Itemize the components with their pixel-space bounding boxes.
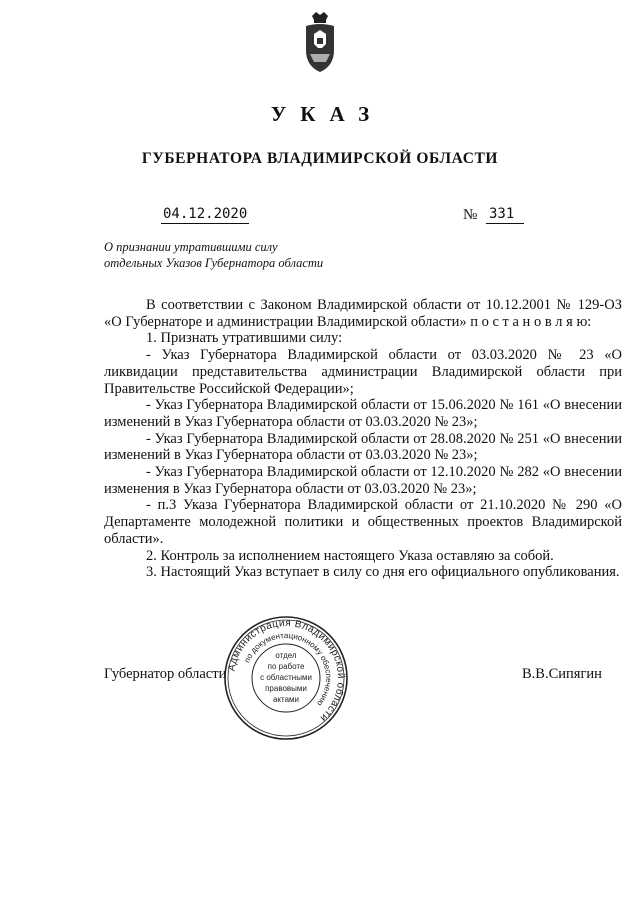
stamp-center-line: по работе — [267, 662, 305, 671]
stamp-center-line: правовыми — [265, 684, 307, 693]
document-body — [104, 297, 622, 581]
body-paragraph: 2. Контроль за исполнением настоящего Указа оставляю за собой. — [146, 547, 554, 564]
body-intro: В соответствии с Законом Владимирской области от 10.12.2001 № 129-ОЗ «О Губернаторе и администрации Владимирской области» п о с т а н о в л я ю: — [104, 297, 622, 330]
coat-of-arms-icon — [300, 10, 340, 76]
signature-name: В.В.Сипягин — [522, 666, 602, 682]
document-number: 331 — [486, 206, 524, 224]
reference-line: О признании утратившими силу — [104, 240, 278, 254]
signature-position: Губернатор области — [104, 666, 227, 682]
body-list-item: - Указ Губернатора Владимирской области от 12.10.2020 № 282 «О внесении изменения в Указ Губернатора области от 03.03.2020 № 23»; — [104, 464, 622, 497]
stamp-center-line: актами — [272, 695, 300, 704]
stamp-inner-text: по документационному обеспечению — [242, 630, 334, 708]
reference-note — [104, 239, 323, 271]
number-label: № — [463, 207, 478, 223]
body-paragraph: 1. Признать утратившими силу: — [146, 330, 343, 347]
body-list-item: - Указ Губернатора Владимирской области от 28.08.2020 № 251 «О внесении изменений в Указ Губернатора области от 03.03.2020 № 23»; — [104, 430, 622, 464]
body-list-item: - Указ Губернатора Владимирской области от 03.03.2020 № 23 «О ликвидации представительства администрации Владимирской области при Правительстве Российской Федерации»; — [104, 347, 622, 397]
stamp-center-line: с областными — [260, 673, 312, 682]
document-subtitle: ГУБЕРНАТОРА ВЛАДИМИРСКОЙ ОБЛАСТИ — [141, 150, 499, 167]
body-list-item: - п.3 Указа Губернатора Владимирской области от 21.10.2020 № 290 «О Департаменте молодежной политики и общественных проектов Владимирской области». — [104, 497, 622, 547]
official-stamp — [222, 614, 350, 742]
document-date: 04.12.2020 — [163, 206, 248, 222]
stamp-center-line: отдел — [275, 651, 297, 660]
body-paragraph: 3. Настоящий Указ вступает в силу со дня его официального опубликования. — [146, 564, 620, 581]
body-list-item: - Указ Губернатора Владимирской области от 15.06.2020 № 161 «О внесении изменений в Указ Губернатора области от 03.03.2020 № 23»; — [104, 397, 622, 430]
document-title: УКАЗ — [270, 102, 384, 126]
reference-line: отдельных Указов Губернатора области — [104, 256, 324, 270]
stamp-outer-text: Администрация Владимирской области — [226, 617, 347, 724]
